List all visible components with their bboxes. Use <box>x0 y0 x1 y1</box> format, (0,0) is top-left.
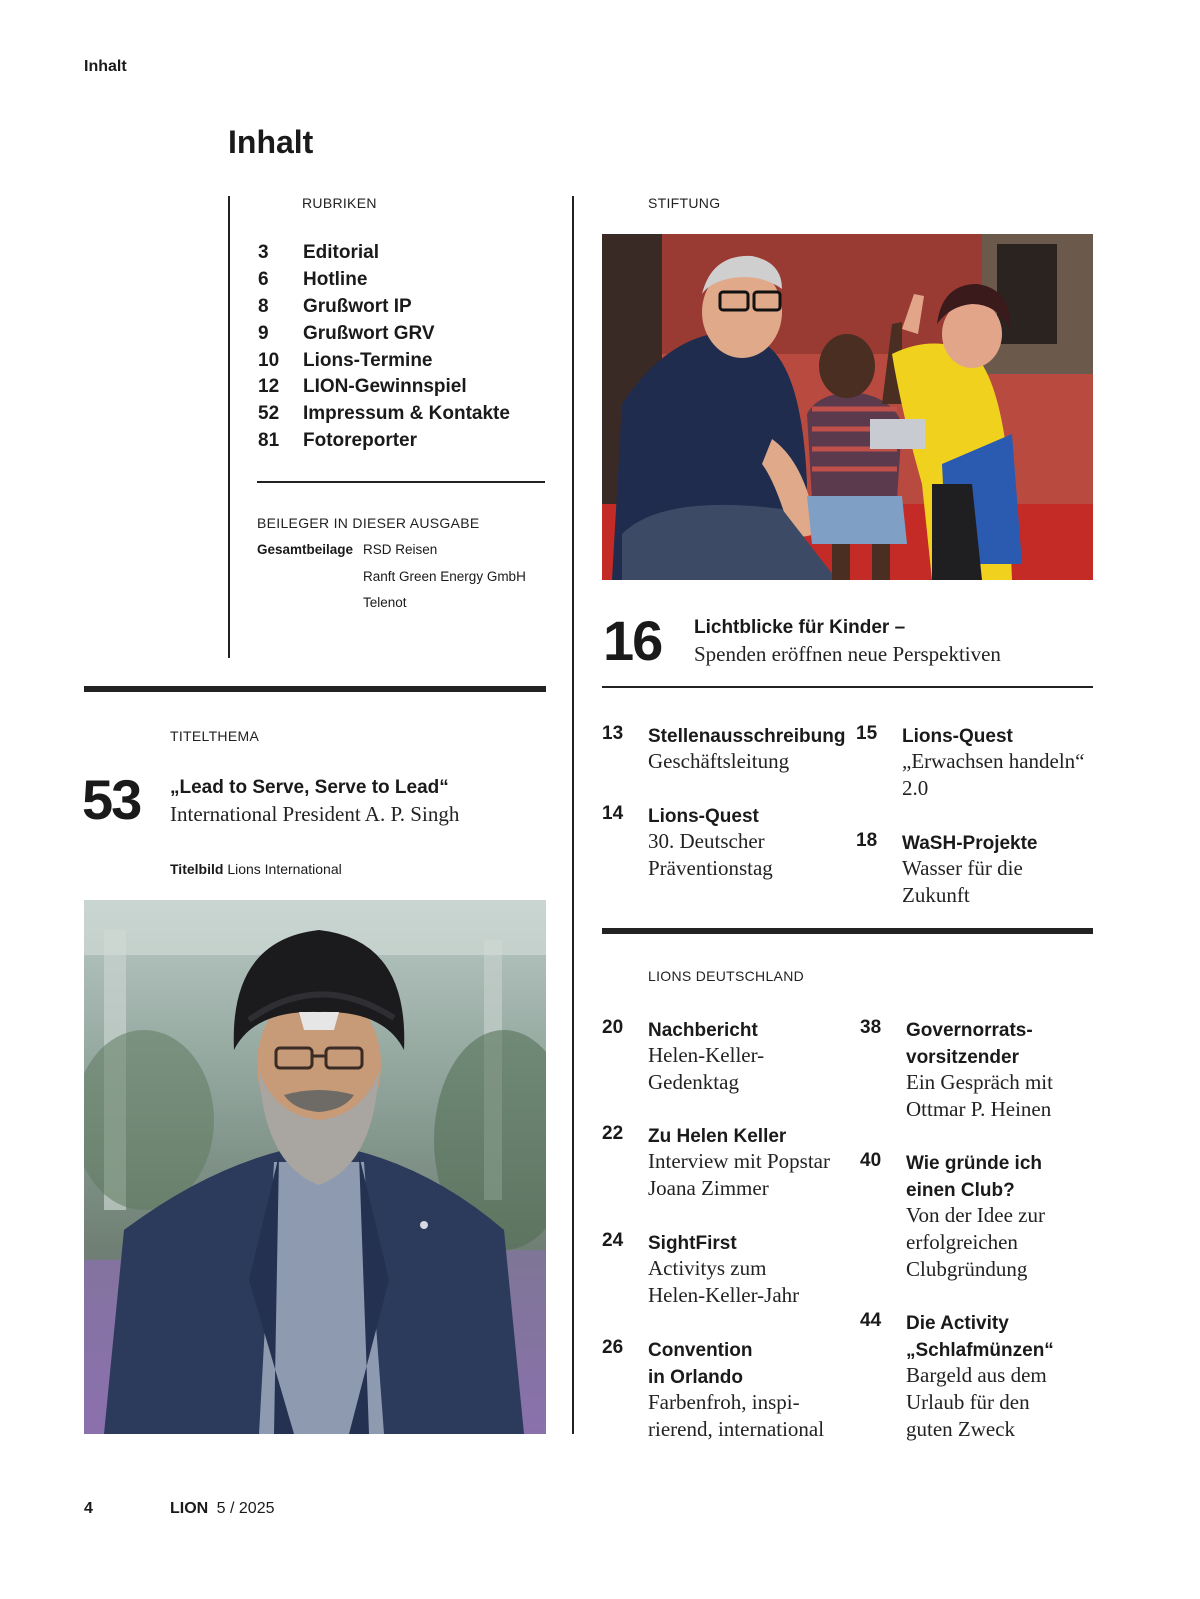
cover-credit-value: Lions International <box>227 861 342 877</box>
stiftung-feature-subtitle: Spenden eröffnen neue Perspektiven <box>694 642 1001 666</box>
toc-item-gewinnspiel[interactable] <box>258 376 467 403</box>
toc-entry-title: Lions-Quest <box>648 806 759 827</box>
toc-entry-title: Wie gründe ich einen Club? <box>906 1153 1043 1201</box>
toc-entry-page: 13 <box>602 723 624 744</box>
toc-entry-page: 18 <box>856 830 878 851</box>
page-title: Inhalt <box>228 124 314 160</box>
toc-entry-page: 20 <box>602 1017 624 1038</box>
toc-item-hotline[interactable] <box>258 269 367 296</box>
toc-entry-subtitle: Von der Idee zur erfolgreichen Clubgründung <box>906 1203 1045 1281</box>
toc-item-page: 12 <box>258 376 280 397</box>
toc-item-label: Grußwort GRV <box>303 323 435 344</box>
titelthema-heading: TITELTHEMA <box>170 728 260 744</box>
stiftung-feature-page-number[interactable]: 16 <box>603 609 662 672</box>
toc-entry-subtitle: 30. Deutscher Präventionstag <box>648 829 773 880</box>
toc-entry-page: 22 <box>602 1123 624 1144</box>
toc-item-lions-termine[interactable] <box>258 350 433 377</box>
toc-entry-title: Stellenausschreibung <box>648 726 846 747</box>
toc-entry-title: Nachbericht <box>648 1020 758 1041</box>
toc-entry[interactable] <box>860 1150 1092 1285</box>
toc-entry-subtitle: „Erwachsen handeln“ 2.0 <box>902 749 1085 800</box>
rubriken-heading: RUBRIKEN <box>302 195 377 211</box>
footer-issue: 5 / 2025 <box>216 1500 275 1517</box>
toc-item-grusswort-ip[interactable] <box>258 296 412 323</box>
toc-entry-subtitle: Interview mit Popstar Joana Zimmer <box>648 1149 830 1200</box>
stiftung-divider <box>602 686 1093 688</box>
toc-entry[interactable] <box>856 723 1092 805</box>
toc-item-page: 9 <box>258 323 269 344</box>
beileger-heading: BEILEGER IN DIESER AUSGABE <box>257 515 480 531</box>
toc-entry-page: 38 <box>860 1017 882 1038</box>
lions-deutschland-divider <box>602 928 1093 934</box>
beileger-label: Gesamtbeilage <box>257 542 354 557</box>
titelthema-subtitle: International President A. P. Singh <box>170 802 460 826</box>
toc-item-label: Fotoreporter <box>303 430 417 451</box>
stiftung-photo <box>602 234 1093 580</box>
toc-entry[interactable] <box>602 803 852 885</box>
toc-entry[interactable] <box>602 1337 852 1445</box>
toc-entry-title: SightFirst <box>648 1233 737 1254</box>
toc-entry-subtitle: Farbenfroh, inspi- rierend, international <box>648 1390 825 1441</box>
stiftung-heading: STIFTUNG <box>648 195 721 211</box>
toc-item-impressum[interactable] <box>258 403 510 430</box>
beileger-item: Telenot <box>363 595 407 610</box>
toc-entry[interactable] <box>856 830 1092 907</box>
toc-entry-page: 24 <box>602 1230 624 1251</box>
toc-item-label: Lions-Termine <box>303 350 433 371</box>
toc-entry[interactable] <box>602 1017 852 1099</box>
titelthema-divider <box>84 686 546 692</box>
toc-entry-subtitle: Helen-Keller- Gedenktag <box>648 1043 765 1094</box>
toc-entry-title: WaSH-Projekte <box>902 833 1038 854</box>
toc-item-grusswort-grv[interactable] <box>258 323 435 350</box>
toc-entry-page: 40 <box>860 1150 882 1171</box>
center-vertical-rule <box>572 196 574 1434</box>
toc-item-label: Editorial <box>303 242 380 263</box>
toc-entry[interactable] <box>602 1230 852 1312</box>
toc-entry-subtitle: Wasser für die Zukunft <box>902 856 1023 907</box>
stiftung-feature-title[interactable]: Lichtblicke für Kinder – <box>694 617 906 638</box>
toc-entry-page: 15 <box>856 723 878 744</box>
footer-page-number: 4 <box>84 1500 93 1517</box>
beileger-item: Ranft Green Energy GmbH <box>363 569 526 584</box>
toc-item-label: LION-Gewinnspiel <box>303 376 467 397</box>
cover-credit-label: Titelbild <box>170 861 224 877</box>
toc-entry-title: Convention in Orlando <box>648 1340 753 1388</box>
toc-entry-subtitle: Bargeld aus dem Urlaub für den guten Zweck <box>906 1363 1047 1441</box>
footer-magazine: LION <box>170 1500 209 1517</box>
toc-entry-title: Zu Helen Keller <box>648 1126 787 1147</box>
rubriken-divider <box>257 481 545 483</box>
toc-item-fotoreporter[interactable] <box>258 430 417 457</box>
titelthema-page-number[interactable]: 53 <box>82 768 141 831</box>
lions-deutschland-heading: LIONS DEUTSCHLAND <box>648 968 805 984</box>
beileger-item: RSD Reisen <box>363 542 438 557</box>
toc-entry-page: 26 <box>602 1337 624 1358</box>
toc-item-page: 8 <box>258 296 269 317</box>
toc-item-label: Grußwort IP <box>303 296 412 317</box>
toc-entry[interactable] <box>860 1017 1092 1125</box>
toc-item-page: 6 <box>258 269 269 290</box>
toc-entry-subtitle: Ein Gespräch mit Ottmar P. Heinen <box>906 1070 1053 1121</box>
rubriken-vertical-rule <box>228 196 230 658</box>
toc-entry[interactable] <box>602 723 852 783</box>
toc-entry[interactable] <box>860 1310 1092 1445</box>
toc-entry-subtitle: Geschäftsleitung <box>648 749 790 773</box>
toc-entry-title: Lions-Quest <box>902 726 1013 747</box>
toc-entry[interactable] <box>602 1123 852 1205</box>
toc-item-page: 3 <box>258 242 269 263</box>
titelthema-title[interactable]: „Lead to Serve, Serve to Lead“ <box>170 777 449 798</box>
toc-entry-page: 44 <box>860 1310 882 1331</box>
toc-item-page: 81 <box>258 430 280 451</box>
toc-item-label: Impressum & Kontakte <box>303 403 510 424</box>
toc-entry-title: Die Activity „Schlafmünzen“ <box>906 1313 1054 1361</box>
footer-masthead <box>170 1500 275 1518</box>
toc-entry-page: 14 <box>602 803 624 824</box>
toc-item-label: Hotline <box>303 269 368 290</box>
toc-entry-title: Governorrats- vorsitzender <box>906 1020 1033 1068</box>
toc-item-editorial[interactable] <box>258 242 379 269</box>
running-head: Inhalt <box>84 58 127 75</box>
toc-item-page: 10 <box>258 350 280 371</box>
toc-entry-subtitle: Activitys zum Helen-Keller-Jahr <box>648 1256 800 1307</box>
toc-item-page: 52 <box>258 403 280 424</box>
cover-credit <box>170 861 342 877</box>
cover-portrait-photo <box>84 900 546 1434</box>
